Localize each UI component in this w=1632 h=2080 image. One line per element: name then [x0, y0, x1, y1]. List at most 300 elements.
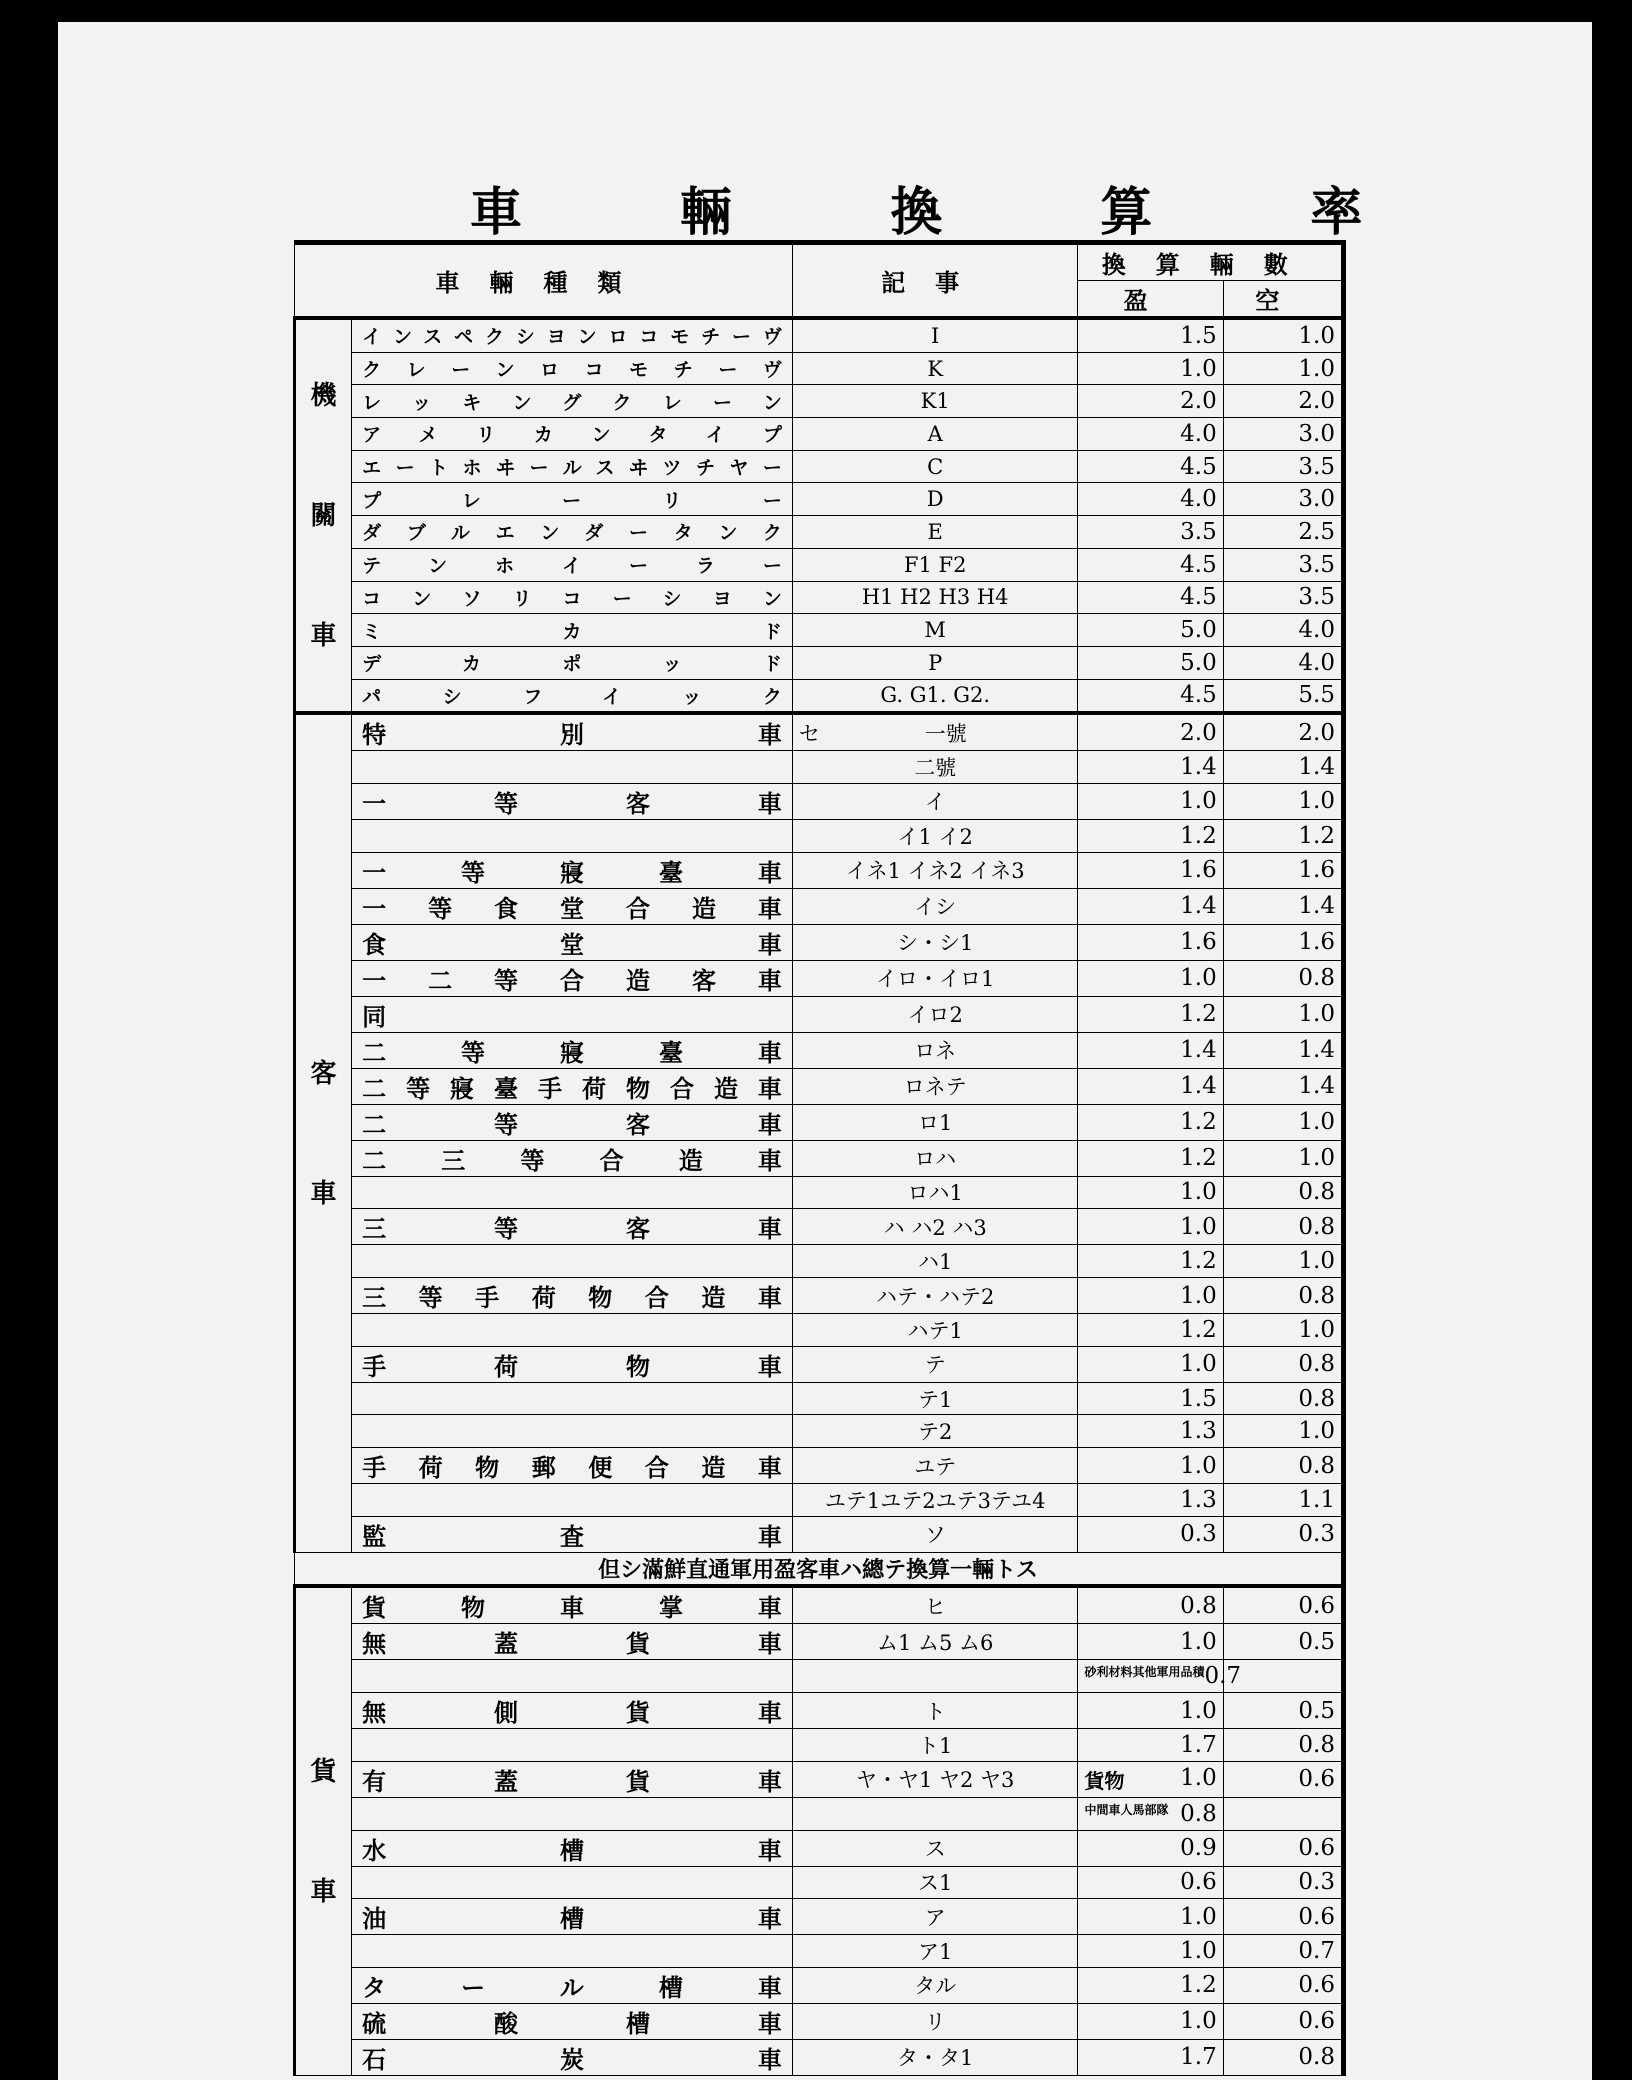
remark	[792, 751, 1078, 784]
section-category: 貨 車	[295, 1586, 352, 2075]
loaded-number: 1.2	[1180, 1972, 1217, 1999]
vehicle-kind: エートホヰールスヰツチヤー	[352, 450, 793, 483]
remark-value: テ	[924, 1353, 946, 1378]
page-title: 車 輛 換 算 率	[470, 182, 1433, 243]
loaded-value	[1078, 679, 1223, 713]
loaded-value	[1078, 1176, 1223, 1209]
empty-value: 0.5	[1223, 1693, 1343, 1729]
remark	[792, 2039, 1078, 2075]
remark	[792, 1586, 1078, 1624]
table-row	[295, 679, 1344, 713]
remark	[792, 819, 1078, 852]
loaded-value	[1078, 1068, 1223, 1104]
empty-value: 1.4	[1223, 751, 1343, 784]
empty-value: 0.8	[1223, 1448, 1343, 1484]
table-row	[295, 1866, 1344, 1899]
table-row	[295, 1448, 1344, 1484]
loaded-number: 1.0	[1180, 788, 1217, 815]
loaded-number: 1.2	[1180, 1316, 1217, 1343]
vehicle-kind: 二等寢臺車	[352, 1032, 793, 1068]
loaded-number: 1.4	[1180, 1073, 1217, 1100]
table-row	[295, 1830, 1344, 1866]
vehicle-kind	[352, 1415, 793, 1448]
loaded-number: 1.7	[1180, 1731, 1217, 1758]
remark-value: ト	[924, 1699, 946, 1724]
empty-value: 1.0	[1223, 1245, 1343, 1278]
table-row	[295, 1346, 1344, 1382]
section-category: 客 車	[295, 713, 352, 1552]
table-row	[295, 418, 1344, 451]
empty-value: 1.2	[1223, 819, 1343, 852]
header-empty: 空	[1223, 281, 1343, 319]
loaded-number: 1.6	[1180, 929, 1217, 956]
empty-value: 0.8	[1223, 2039, 1343, 2075]
loaded-number: 1.0	[1180, 1764, 1217, 1791]
vehicle-kind	[352, 1484, 793, 1517]
empty-value: 2.0	[1223, 713, 1343, 751]
remark-value: イロ2	[907, 1003, 963, 1028]
conversion-table	[293, 240, 1346, 2076]
vehicle-kind	[352, 1176, 793, 1209]
table-row	[295, 1314, 1344, 1347]
loaded-number: 0.6	[1180, 1869, 1217, 1896]
table-row	[295, 1660, 1344, 1693]
loaded-value	[1078, 318, 1223, 352]
vehicle-kind	[352, 1245, 793, 1278]
header-row	[295, 243, 1344, 281]
vehicle-kind: 貨物車掌車	[352, 1586, 793, 1624]
loaded-value	[1078, 1140, 1223, 1176]
loaded-value	[1078, 1797, 1223, 1830]
loaded-value	[1078, 450, 1223, 483]
empty-value: 3.5	[1223, 581, 1343, 614]
remark-value: ユテ	[914, 1454, 957, 1479]
table-row	[295, 1068, 1344, 1104]
remark	[792, 385, 1078, 418]
loaded-value	[1078, 1346, 1223, 1382]
vehicle-kind: 無側貨車	[352, 1693, 793, 1729]
table-row	[295, 516, 1344, 549]
loaded-number: 1.5	[1180, 1385, 1217, 1412]
table-row	[295, 1761, 1344, 1797]
vehicle-kind: 三等手荷物合造車	[352, 1278, 793, 1314]
loaded-value	[1078, 1935, 1223, 1968]
remark-value: イ1 イ2	[897, 824, 973, 849]
remark	[792, 614, 1078, 647]
table-row	[295, 2039, 1344, 2075]
table-row	[295, 924, 1344, 960]
empty-value: 1.4	[1223, 888, 1343, 924]
loaded-value	[1078, 1967, 1223, 2003]
empty-value: 0.8	[1223, 1209, 1343, 1245]
row-note: 中間車人馬部隊	[1084, 1802, 1169, 1817]
table-row	[295, 1624, 1344, 1660]
table-row	[295, 1935, 1344, 1968]
remark-value: G. G1. G2.	[880, 683, 991, 708]
vehicle-kind: アメリカンタイプ	[352, 418, 793, 451]
remark-value: イシ	[914, 895, 957, 920]
loaded-value	[1078, 713, 1223, 751]
empty-value: 1.0	[1223, 352, 1343, 385]
loaded-number: 4.5	[1180, 682, 1217, 709]
vehicle-kind: 一等客車	[352, 783, 793, 819]
empty-value	[1223, 1660, 1343, 1693]
empty-value: 1.4	[1223, 1032, 1343, 1068]
empty-value: 0.8	[1223, 1346, 1343, 1382]
remark	[792, 1382, 1078, 1415]
section-category: 機 關 車	[295, 318, 352, 713]
loaded-value	[1078, 1104, 1223, 1140]
table-row	[295, 483, 1344, 516]
loaded-value	[1078, 2003, 1223, 2039]
loaded-value	[1078, 483, 1223, 516]
loaded-value	[1078, 1209, 1223, 1245]
loaded-number: 2.0	[1180, 719, 1217, 746]
empty-value: 0.6	[1223, 1899, 1343, 1935]
remark	[792, 483, 1078, 516]
remark-value: イネ1 イネ2 イネ3	[845, 859, 1025, 884]
remark-value: ム1 ム5 ム6	[876, 1630, 994, 1655]
table-row	[295, 1278, 1344, 1314]
loaded-number: 4.5	[1180, 453, 1217, 480]
loaded-value	[1078, 1382, 1223, 1415]
loaded-number: 0.8	[1180, 1592, 1217, 1619]
empty-value: 1.0	[1223, 1314, 1343, 1347]
loaded-value	[1078, 516, 1223, 549]
remark	[792, 783, 1078, 819]
vehicle-kind: 無蓋貨車	[352, 1624, 793, 1660]
remark-prefix: セ	[798, 721, 820, 746]
table-row	[295, 548, 1344, 581]
remark-value: ロハ	[914, 1147, 957, 1172]
loaded-number: 1.0	[1180, 1628, 1217, 1655]
remark-value: 一號	[924, 721, 967, 746]
loaded-number: 1.4	[1180, 1037, 1217, 1064]
vehicle-kind	[352, 1797, 793, 1830]
empty-value: 0.6	[1223, 1586, 1343, 1624]
loaded-value	[1078, 1729, 1223, 1762]
remark	[792, 960, 1078, 996]
table-row	[295, 783, 1344, 819]
remark-value: イロ・イロ1	[876, 967, 995, 992]
loaded-value	[1078, 1516, 1223, 1552]
table-row	[295, 1729, 1344, 1762]
row-note: 砂利材料其他軍用品積	[1084, 1665, 1205, 1680]
empty-value: 0.5	[1223, 1624, 1343, 1660]
remark-value: テ2	[918, 1420, 953, 1445]
remark	[792, 1484, 1078, 1517]
empty-value: 0.7	[1223, 1935, 1343, 1968]
vehicle-kind: 一等食堂合造車	[352, 888, 793, 924]
empty-value: 0.3	[1223, 1516, 1343, 1552]
empty-value: 0.8	[1223, 1382, 1343, 1415]
loaded-value	[1078, 385, 1223, 418]
table-row	[295, 581, 1344, 614]
empty-value: 4.0	[1223, 646, 1343, 679]
loaded-number: 3.5	[1180, 518, 1217, 545]
loaded-value	[1078, 1032, 1223, 1068]
remark	[792, 352, 1078, 385]
vehicle-kind	[352, 1314, 793, 1347]
table-row	[295, 1693, 1344, 1729]
vehicle-kind: 水槽車	[352, 1830, 793, 1866]
empty-value: 0.8	[1223, 960, 1343, 996]
empty-value: 1.6	[1223, 924, 1343, 960]
loaded-number: 0.9	[1180, 1835, 1217, 1861]
remark	[792, 1729, 1078, 1762]
table-row	[295, 996, 1344, 1032]
remark	[792, 1415, 1078, 1448]
loaded-value	[1078, 852, 1223, 888]
loaded-number: 1.0	[1180, 1938, 1217, 1965]
remark	[792, 1209, 1078, 1245]
remark	[792, 1278, 1078, 1314]
empty-value: 3.5	[1223, 450, 1343, 483]
vehicle-kind: パシフイック	[352, 679, 793, 713]
loaded-number: 1.2	[1180, 822, 1217, 849]
vehicle-kind: 硫酸槽車	[352, 2003, 793, 2039]
remark-value: タル	[914, 1974, 957, 1999]
loaded-value	[1078, 1693, 1223, 1729]
remark	[792, 1935, 1078, 1968]
remark	[792, 1866, 1078, 1899]
remark-value: M	[924, 618, 946, 643]
header-remarks: 記事	[792, 243, 1078, 319]
remark-value: リ	[924, 2010, 946, 2035]
vehicle-kind	[352, 1935, 793, 1968]
remark-value: ロハ1	[907, 1181, 963, 1206]
vehicle-kind: ダブルエンダータンク	[352, 516, 793, 549]
remark-value: C	[927, 454, 944, 479]
loaded-number: 1.0	[1180, 1213, 1217, 1240]
vehicle-kind: プレーリー	[352, 483, 793, 516]
header-conversion: 換算輛數	[1078, 243, 1344, 281]
remark-value: A	[927, 421, 943, 446]
loaded-value	[1078, 1278, 1223, 1314]
empty-value: 0.6	[1223, 1967, 1343, 2003]
table-row	[295, 385, 1344, 418]
loaded-number: 1.0	[1180, 1903, 1217, 1930]
remark	[792, 1104, 1078, 1140]
remark	[792, 2003, 1078, 2039]
vehicle-kind: タール槽車	[352, 1967, 793, 2003]
remark	[792, 713, 1078, 751]
loaded-number: 1.2	[1180, 1248, 1217, 1275]
remark-value: ヒ	[924, 1594, 946, 1619]
remark-value: ヤ・ヤ1 ヤ2 ヤ3	[855, 1768, 1015, 1793]
remark	[792, 1068, 1078, 1104]
vehicle-kind: 二三等合造車	[352, 1140, 793, 1176]
header-loaded: 盈	[1078, 281, 1223, 319]
remark	[792, 996, 1078, 1032]
empty-value: 1.0	[1223, 1140, 1343, 1176]
loaded-value	[1078, 1448, 1223, 1484]
remark-value: ハテ・ハテ2	[876, 1284, 995, 1309]
loaded-value	[1078, 819, 1223, 852]
vehicle-kind: 二等寢臺手荷物合造車	[352, 1068, 793, 1104]
empty-value: 3.5	[1223, 548, 1343, 581]
table-row	[295, 1484, 1344, 1517]
empty-value: 0.6	[1223, 1761, 1343, 1797]
loaded-value	[1078, 1314, 1223, 1347]
header-kind: 車輛種類	[295, 243, 793, 319]
remark-value: K	[927, 356, 944, 381]
remark	[792, 1693, 1078, 1729]
vehicle-kind: インスペクシヨンロコモチーヴ	[352, 318, 793, 352]
vehicle-kind: レッキングクレーン	[352, 385, 793, 418]
vehicle-kind	[352, 751, 793, 784]
vehicle-kind: 手荷物車	[352, 1346, 793, 1382]
loaded-value	[1078, 1866, 1223, 1899]
loaded-number: 1.0	[1180, 2008, 1217, 2035]
table-row	[295, 1032, 1344, 1068]
table-row	[295, 751, 1344, 784]
table-row	[295, 888, 1344, 924]
vehicle-kind: 同	[352, 996, 793, 1032]
empty-value: 1.0	[1223, 1415, 1343, 1448]
empty-value: 1.0	[1223, 318, 1343, 352]
table-row	[295, 1176, 1344, 1209]
empty-value: 0.8	[1223, 1176, 1343, 1209]
loaded-value	[1078, 783, 1223, 819]
table-row	[295, 318, 1344, 352]
vehicle-kind: 一二等合造客車	[352, 960, 793, 996]
loaded-number: 1.3	[1180, 1418, 1217, 1445]
remark	[792, 1245, 1078, 1278]
loaded-number: 1.5	[1180, 322, 1217, 349]
remark	[792, 1176, 1078, 1209]
loaded-number: 1.0	[1180, 355, 1217, 382]
loaded-value	[1078, 1899, 1223, 1935]
empty-value	[1223, 1797, 1343, 1830]
loaded-number: 5.0	[1180, 649, 1217, 676]
loaded-number: 1.0	[1180, 965, 1217, 992]
empty-value: 3.0	[1223, 483, 1343, 516]
vehicle-kind: 三等客車	[352, 1209, 793, 1245]
remark	[792, 924, 1078, 960]
remark-value: I	[931, 323, 940, 348]
empty-value: 1.6	[1223, 852, 1343, 888]
remark	[792, 1314, 1078, 1347]
loaded-value	[1078, 1761, 1223, 1797]
remark	[792, 581, 1078, 614]
table-row	[295, 1245, 1344, 1278]
loaded-value	[1078, 581, 1223, 614]
loaded-number: 1.7	[1180, 2044, 1217, 2071]
vehicle-kind: 一等寢臺車	[352, 852, 793, 888]
empty-value: 2.5	[1223, 516, 1343, 549]
remark	[792, 1797, 1078, 1830]
vehicle-kind: 油槽車	[352, 1899, 793, 1935]
remark	[792, 1830, 1078, 1866]
vehicle-kind	[352, 1660, 793, 1693]
table-row	[295, 1516, 1344, 1552]
remark-value: テ1	[918, 1387, 953, 1412]
loaded-value	[1078, 1415, 1223, 1448]
table-row	[295, 352, 1344, 385]
remark-value: H1 H2 H3 H4	[861, 585, 1009, 610]
empty-value: 1.4	[1223, 1068, 1343, 1104]
loaded-number: 1.0	[1180, 1351, 1217, 1378]
empty-value: 3.0	[1223, 418, 1343, 451]
table-row	[295, 819, 1344, 852]
table-row	[295, 1415, 1344, 1448]
remark-value: ト1	[918, 1733, 953, 1758]
remark	[792, 1516, 1078, 1552]
remark-value: ロ1	[918, 1111, 953, 1136]
remark-value: ス1	[918, 1871, 953, 1896]
empty-value: 0.6	[1223, 2003, 1343, 2039]
loaded-number: 1.3	[1180, 1486, 1217, 1513]
remark-value: ロネ	[914, 1039, 957, 1064]
remark-value: ス	[924, 1837, 946, 1861]
table-row	[295, 1899, 1344, 1935]
remark	[792, 1967, 1078, 2003]
table-row	[295, 614, 1344, 647]
loaded-value	[1078, 646, 1223, 679]
remark	[792, 516, 1078, 549]
table-row	[295, 852, 1344, 888]
table-row	[295, 1382, 1344, 1415]
loaded-number: 1.2	[1180, 1109, 1217, 1136]
remark-value: E	[927, 519, 943, 544]
vehicle-kind: 特別車	[352, 713, 793, 751]
remark-value: P	[928, 650, 943, 675]
vehicle-kind: ミカド	[352, 614, 793, 647]
loaded-number: 1.0	[1180, 1452, 1217, 1479]
remark	[792, 852, 1078, 888]
remark	[792, 1032, 1078, 1068]
remark	[792, 888, 1078, 924]
table-row	[295, 1140, 1344, 1176]
loaded-value	[1078, 352, 1223, 385]
table-row	[295, 450, 1344, 483]
loaded-value	[1078, 548, 1223, 581]
remark-value: F1 F2	[903, 552, 967, 577]
loaded-value	[1078, 888, 1223, 924]
loaded-number: 0.8	[1180, 1800, 1217, 1827]
empty-value: 4.0	[1223, 614, 1343, 647]
table-row	[295, 646, 1344, 679]
vehicle-kind	[352, 1729, 793, 1762]
loaded-value	[1078, 1586, 1223, 1624]
remark	[792, 450, 1078, 483]
loaded-number: 4.5	[1180, 551, 1217, 578]
table-row	[295, 2003, 1344, 2039]
notice-row	[295, 1552, 1344, 1586]
remark	[792, 1899, 1078, 1935]
loaded-number: 1.2	[1180, 1145, 1217, 1172]
empty-value: 0.3	[1223, 1866, 1343, 1899]
remark-value: ロネテ	[903, 1075, 967, 1100]
remark-value: ユテ1ユテ2ユテ3テユ4	[824, 1488, 1046, 1513]
loaded-number: 1.6	[1180, 857, 1217, 884]
loaded-number: 4.0	[1180, 420, 1217, 447]
table-row	[295, 1209, 1344, 1245]
remark-value: K1	[920, 389, 950, 414]
remark-value: ソ	[924, 1523, 946, 1548]
loaded-value	[1078, 1484, 1223, 1517]
empty-value: 1.0	[1223, 996, 1343, 1032]
table-row	[295, 1104, 1344, 1140]
remark-value: ハ1	[918, 1250, 953, 1275]
table-row	[295, 1586, 1344, 1624]
vehicle-kind: 手荷物郵便合造車	[352, 1448, 793, 1484]
vehicle-kind: 食堂車	[352, 924, 793, 960]
vehicle-kind: デカポッド	[352, 646, 793, 679]
empty-value: 1.0	[1223, 783, 1343, 819]
remark	[792, 1624, 1078, 1660]
